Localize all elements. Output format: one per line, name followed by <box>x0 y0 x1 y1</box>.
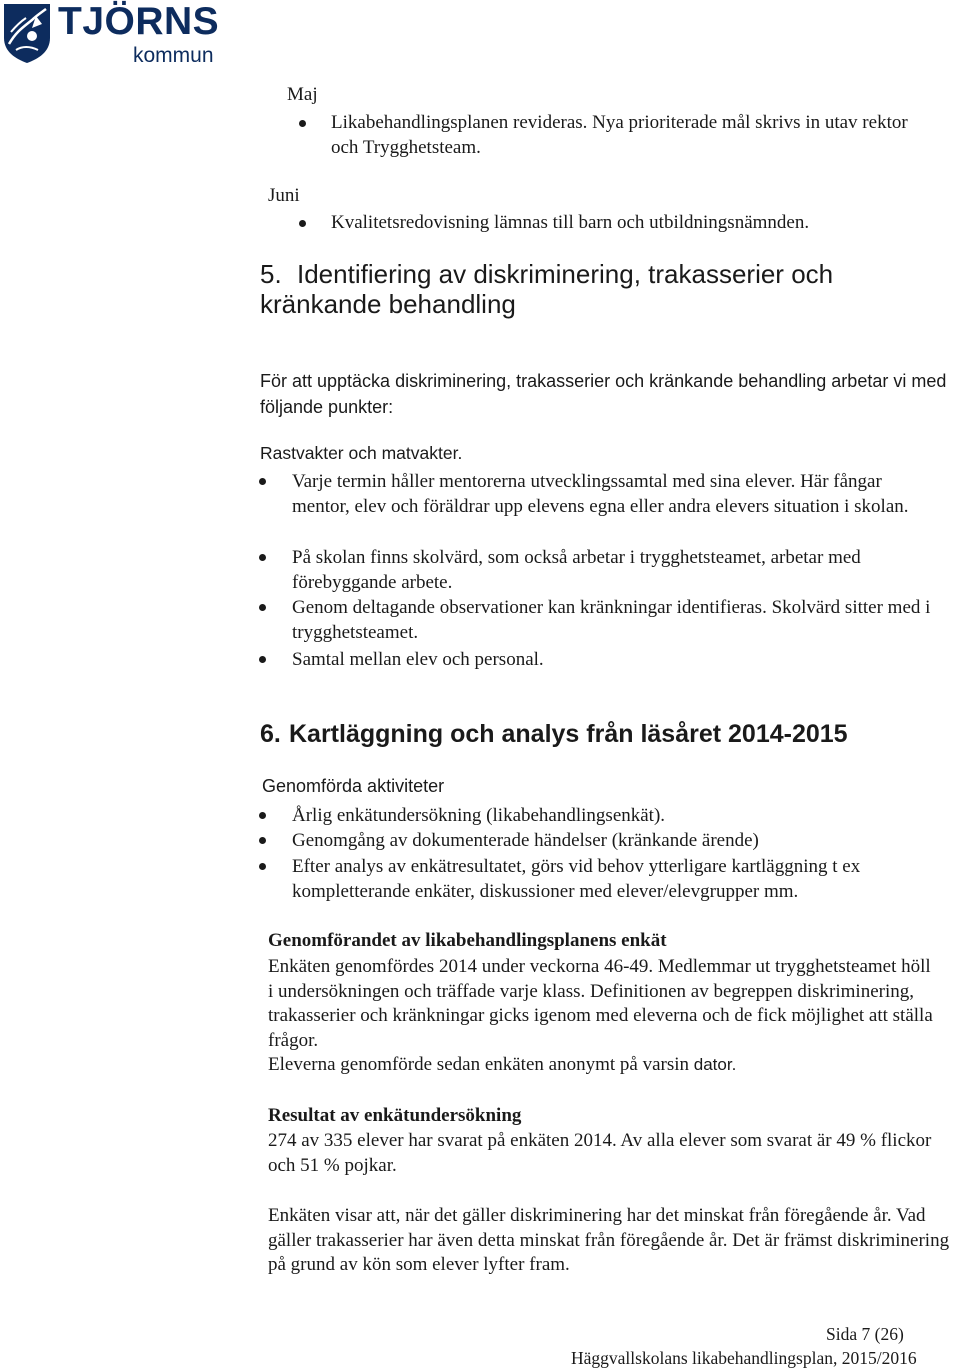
implementation-text-2: Eleverna genomförde sedan enkäten anonymt på varsin dator. <box>268 1054 737 1075</box>
logo-subtitle: kommun <box>133 44 214 67</box>
bullet-icon <box>299 220 306 227</box>
section-number: 5. <box>260 259 282 289</box>
list-item: Genomgång av dokumenterade händelser (kränkande ärende) <box>292 830 759 851</box>
list-item: Årlig enkätundersökning (likabehandlingsenkät). <box>292 805 666 826</box>
bullet-icon <box>259 863 266 870</box>
section-number: 6. <box>260 720 281 748</box>
bullet-icon <box>259 656 266 663</box>
implementation-heading: Genomförandet av likabehandlingsplanens enkät <box>268 930 667 951</box>
bullet-icon <box>259 478 266 485</box>
intro-paragraph: För att upptäcka diskriminering, trakasserier och kränkande behandling arbetar vi med följande punkter: <box>260 371 947 417</box>
municipality-logo-icon <box>2 2 52 64</box>
page-number: Sida 7 (26) <box>826 1324 904 1344</box>
activities-label: Genomförda aktiviteter <box>262 776 445 796</box>
list-item: På skolan finns skolvärd, som också arbetar i trygghetsteamet, arbetar med förebyggande arbete. <box>292 547 861 593</box>
list-item: Varje termin håller mentorerna utvecklingssamtal med sina elever. Här fångar mentor, elev och föräldrar upp elevens egna eller andra elevers situation i skolan. <box>292 471 909 517</box>
result-heading: Resultat av enkätundersökning <box>268 1105 522 1126</box>
bullet-icon <box>259 837 266 844</box>
bullet-icon <box>259 604 266 611</box>
section-heading: Kartläggning och analys från läsåret 2014-2015 <box>289 720 848 748</box>
bullet-icon <box>259 554 266 561</box>
list-item: Samtal mellan elev och personal. <box>292 649 544 670</box>
subheading: Rastvakter och matvakter. <box>260 443 463 463</box>
month-label-may: Maj <box>287 84 318 105</box>
section-heading: Identifiering av diskriminering, trakasserier och kränkande behandling <box>260 259 834 319</box>
list-item: Genom deltagande observationer kan kränkningar identifieras. Skolvärd sitter med i trygghetsteamet. <box>292 597 931 643</box>
month-label-june: Juni <box>268 185 300 206</box>
document-title: Häggvallskolans likabehandlingsplan, 2015/2016 <box>571 1348 917 1368</box>
bullet-icon <box>299 120 306 127</box>
logo-title: TJÖRNS <box>58 0 220 43</box>
result-text-2: Enkäten visar att, när det gäller diskriminering har det minskat från föregående år. Vad gäller trakasserier har även detta minskat från föregående år. Det är främst diskriminering på grund av kön som elever lyfter fram. <box>268 1205 950 1276</box>
implementation-text: Enkäten genomfördes 2014 under veckorna 46-49. Medlemmar ut trygghetsteamet höll i undersökningen och träffade varje klass. Definitionen av begreppen diskriminering, trakasserier och kränkningar gicks igenom med eleverna och de fick möjlighet att ställa frågor. <box>268 956 933 1051</box>
list-item: Efter analys av enkätresultatet, görs vid behov ytterligare kartläggning t ex kompletterande enkäter, diskussioner med elever/elevgrupper mm. <box>292 856 861 902</box>
list-item: Kvalitetsredovisning lämnas till barn och utbildningsnämnden. <box>331 212 810 233</box>
result-text: 274 av 335 elever har svarat på enkäten 2014. Av alla elever som svarat är 49 % flickor och 51 % pojkar. <box>268 1130 932 1176</box>
bullet-icon <box>259 812 266 819</box>
list-item: Likabehandlingsplanen revideras. Nya prioriterade mål skrivs in utav rektor och Trygghetsteam. <box>331 112 908 159</box>
